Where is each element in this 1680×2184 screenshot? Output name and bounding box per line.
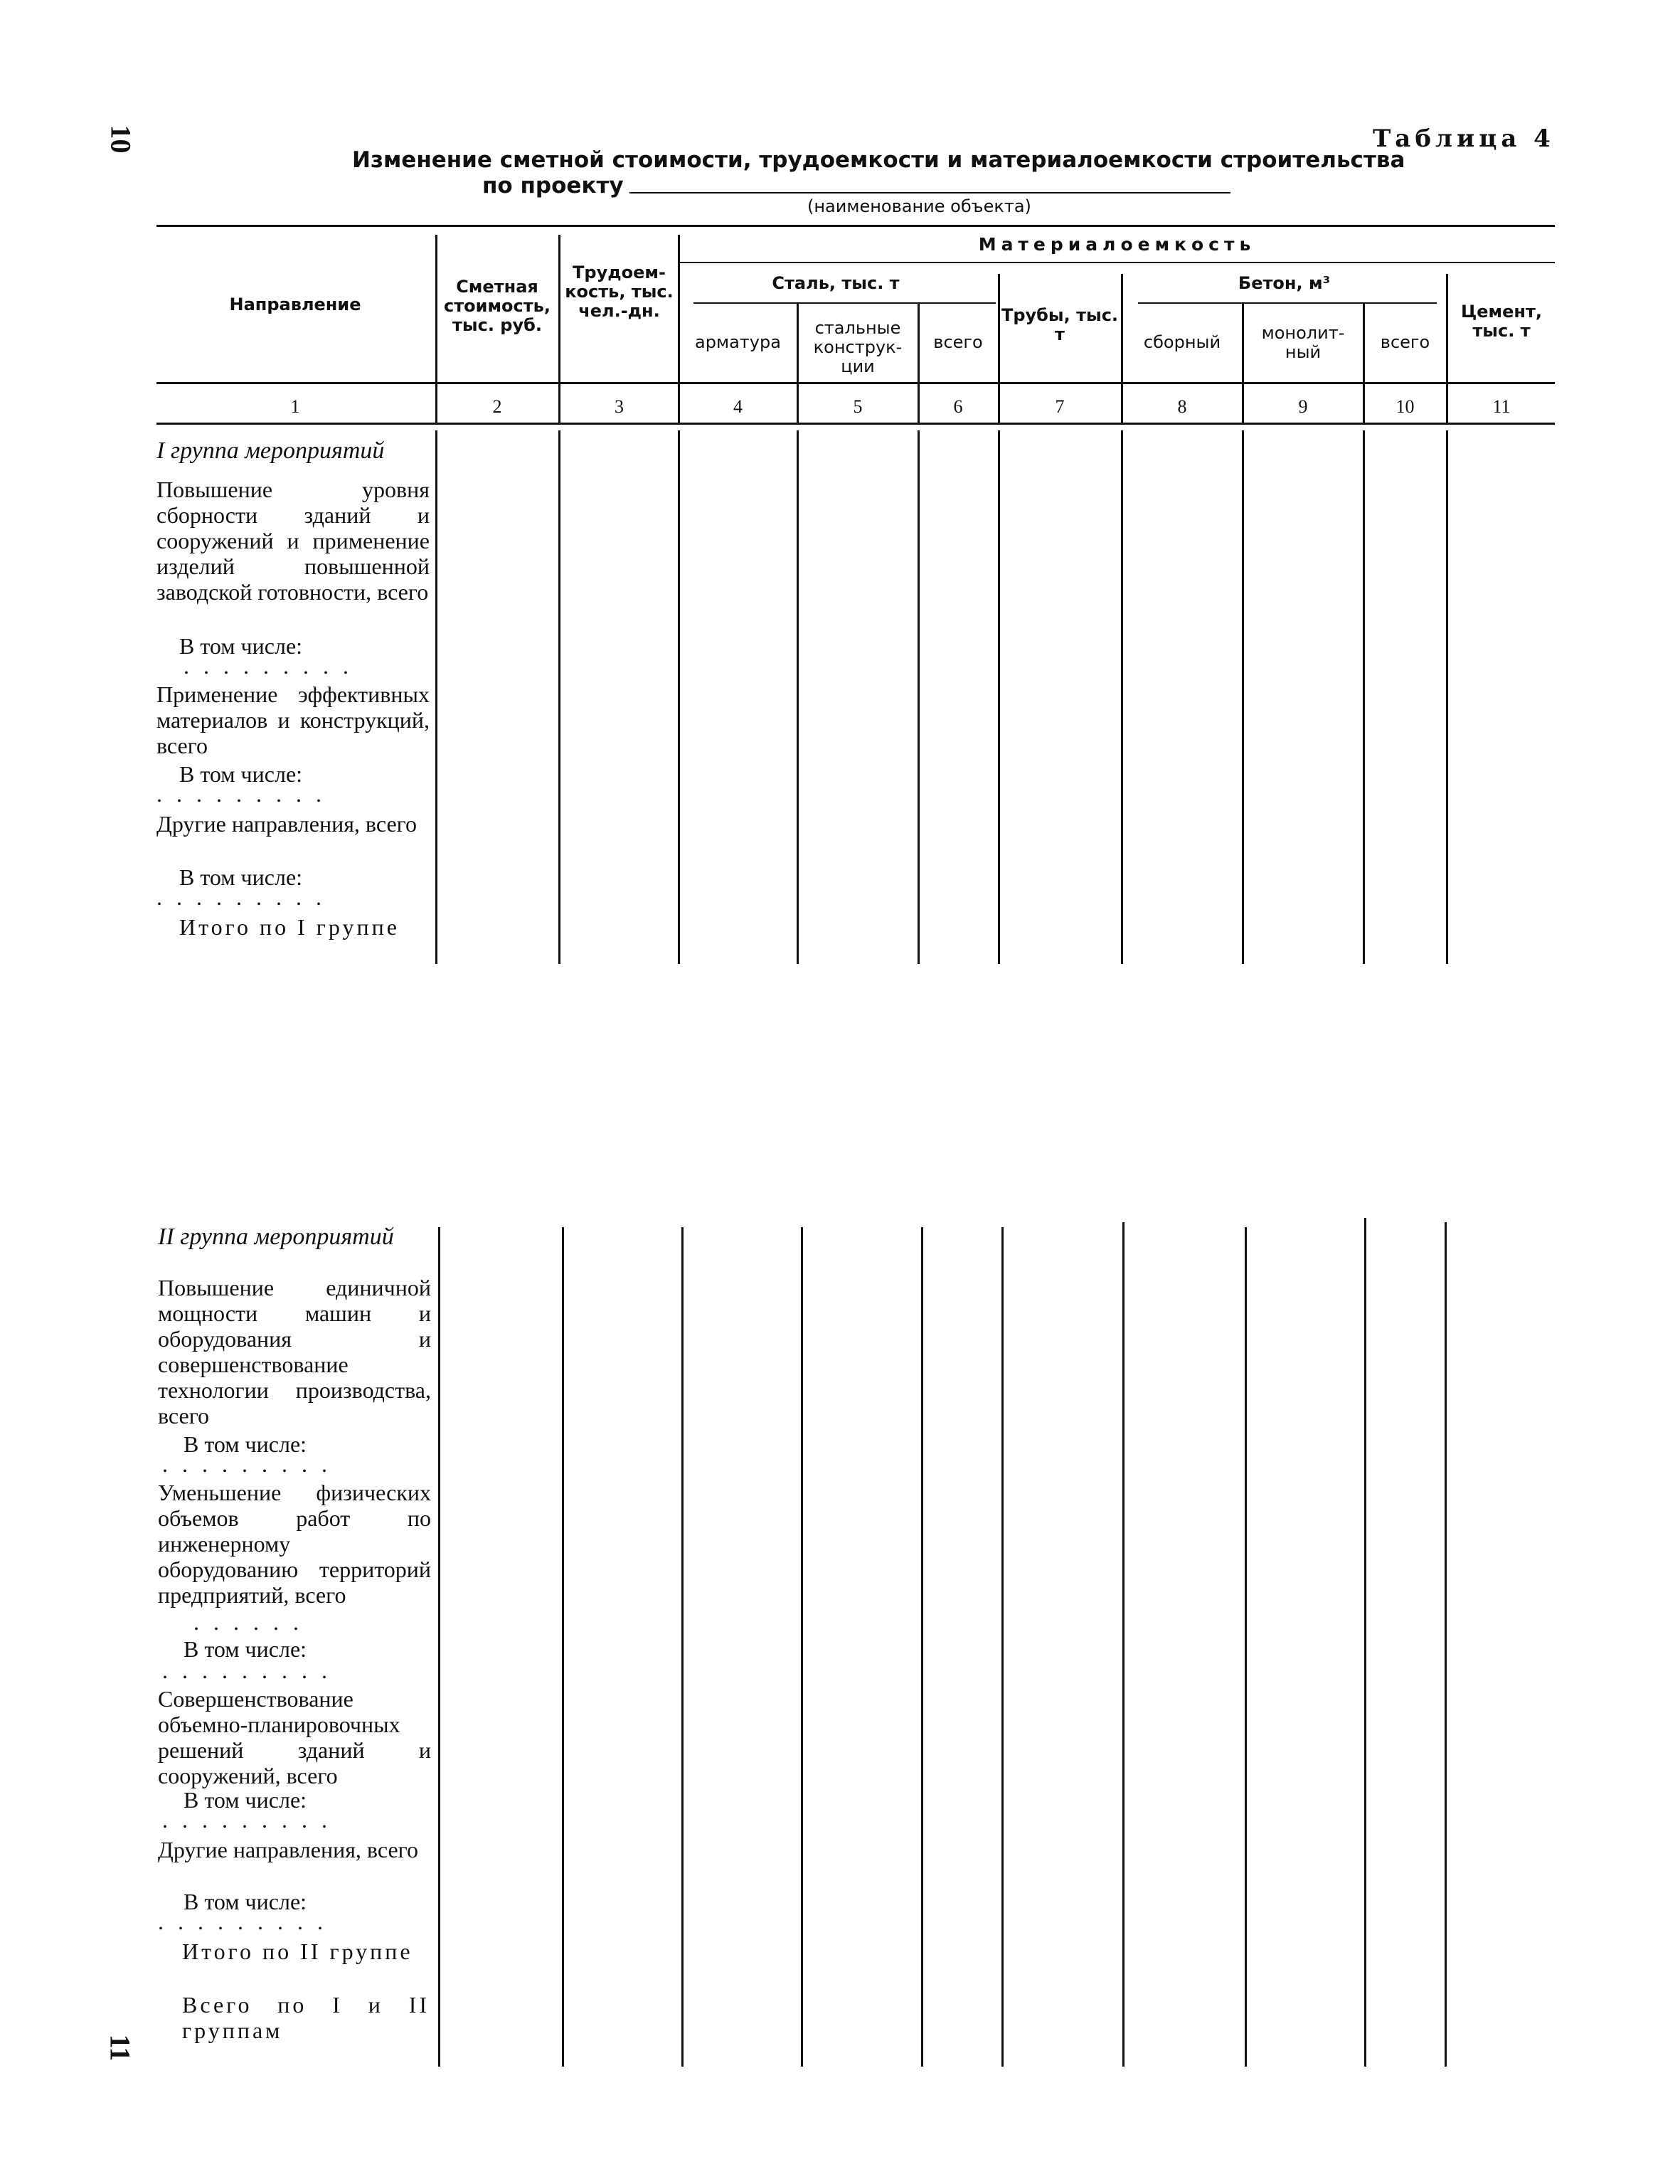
body-col-rule — [1245, 1227, 1247, 2067]
group1-item1: Повышение уровня сборности зданий и сооружений и применение изделий повышенной заводской готовности, всего — [156, 477, 430, 605]
group2-grand-total: Всего по I и II группам — [182, 1992, 430, 2043]
group1-dots1: ......... — [184, 653, 363, 679]
steel-rule — [693, 302, 996, 304]
object-name-line — [629, 192, 1230, 194]
group2-dots2a: ...... — [193, 1609, 313, 1635]
body-col-rule — [801, 1227, 803, 2067]
group2-dots3: ......... — [162, 1807, 341, 1833]
body-col-rule — [998, 430, 1000, 964]
table-label: Таблица 4 — [1373, 124, 1555, 153]
group2-item3: Совершенствование объемно-планировочных решений зданий и сооружений, всего — [158, 1686, 431, 1788]
group2-dots4: ......... — [158, 1909, 337, 1934]
group2-item1: Повышение единичной мощности машин и оборудования и совершенствование технологии производства, всего — [158, 1275, 431, 1428]
body-col-rule — [1446, 430, 1448, 964]
body-col-rule — [918, 430, 920, 964]
header-concrete: Бетон, м³ — [1238, 273, 1331, 293]
header-steel: Сталь, тыс. т — [772, 273, 900, 293]
header-steel-rebar: арматура — [695, 332, 781, 352]
header-concrete-total: всего — [1380, 332, 1430, 352]
body-col-rule — [1364, 1218, 1366, 2067]
body-col-rule — [681, 1227, 684, 2067]
header-labor: Трудоем- кость, тыс. чел.-дн. — [565, 263, 674, 321]
body-col-rule — [678, 430, 680, 964]
header-top-rule — [156, 225, 1555, 227]
group2-title: II группа мероприятий — [158, 1224, 394, 1250]
header-steel-total: всего — [933, 332, 983, 352]
group2-incl3: В том числе: — [184, 1787, 307, 1813]
page-number-top: 10 — [105, 124, 137, 154]
header-pipes: Трубы, тыс. т — [1001, 305, 1119, 344]
group1-title: I группа мероприятий — [156, 438, 385, 464]
header-concrete-monolithic: монолит- ный — [1261, 323, 1345, 362]
body-col-rule — [921, 1227, 923, 2067]
header-col-rule — [435, 235, 437, 423]
body-col-rule — [1001, 1227, 1004, 2067]
body-col-rule — [797, 430, 799, 964]
materials-rule — [679, 262, 1555, 263]
body-col-rule — [438, 1227, 440, 2067]
table-title: Изменение сметной стоимости, трудоемкости и материалоемкости строительства — [352, 147, 1405, 173]
header-col-rule — [918, 302, 920, 423]
group2-dots1: ......... — [162, 1451, 341, 1477]
col-number-7: 7 — [1055, 396, 1065, 417]
col-number-2: 2 — [492, 396, 502, 417]
group2-item2: Уменьшение физических объемов работ по инженерному оборудованию территорий предприятий, всего — [158, 1480, 431, 1608]
body-col-rule — [435, 430, 437, 964]
header-col-rule — [797, 302, 799, 423]
header-direction: Направление — [229, 295, 361, 314]
header-col-rule — [1446, 274, 1448, 423]
body-col-rule — [1363, 430, 1365, 964]
header-col-rule — [1363, 302, 1365, 423]
header-cost: Сметная стоимость, тыс. руб. — [444, 277, 551, 335]
header-materials: Материалоемкость — [978, 234, 1256, 255]
header-col-rule — [558, 235, 560, 423]
body-col-rule — [1445, 1222, 1447, 2067]
group1-incl1: В том числе: — [179, 633, 303, 659]
group1-total: Итого по I группе — [179, 914, 400, 940]
header-col-rule — [1121, 274, 1123, 423]
numbers-rule — [156, 423, 1555, 425]
header-col-rule — [678, 235, 680, 423]
group2-incl4: В том числе: — [184, 1889, 307, 1914]
group2-incl2: В том числе: — [184, 1636, 307, 1662]
header-steel-structures: стальные конструк- ции — [813, 318, 903, 376]
page-number-bottom: 11 — [104, 2034, 137, 2062]
body-col-rule — [562, 1227, 564, 2067]
group1-item3: Другие направления, всего — [156, 811, 417, 837]
object-caption: (наименование объекта) — [807, 196, 1031, 216]
group2-dots2: ......... — [162, 1658, 341, 1683]
group1-dots3: ......... — [156, 884, 336, 910]
table-title-project: по проекту — [482, 173, 624, 198]
col-number-4: 4 — [733, 396, 743, 417]
body-col-rule — [1242, 430, 1244, 964]
concrete-rule — [1138, 302, 1437, 304]
group1-dots2: ......... — [156, 781, 336, 807]
col-number-8: 8 — [1177, 396, 1187, 417]
group1-incl3: В том числе: — [179, 864, 303, 890]
col-number-10: 10 — [1395, 396, 1415, 417]
header-bottom-rule — [156, 382, 1555, 384]
col-number-9: 9 — [1298, 396, 1308, 417]
body-col-rule — [1122, 1222, 1125, 2067]
group2-total: Итого по II группе — [182, 1939, 413, 1964]
header-col-rule — [1242, 302, 1244, 423]
header-concrete-prefab: сборный — [1143, 332, 1221, 352]
group2-item4: Другие направления, всего — [158, 1837, 418, 1862]
col-number-3: 3 — [615, 396, 624, 417]
group1-incl2: В том числе: — [179, 761, 303, 787]
col-number-5: 5 — [853, 396, 863, 417]
body-col-rule — [1121, 430, 1123, 964]
col-number-6: 6 — [953, 396, 963, 417]
col-number-1: 1 — [290, 396, 300, 417]
body-col-rule — [558, 430, 560, 964]
header-col-rule — [998, 274, 1000, 423]
col-number-11: 11 — [1492, 396, 1511, 417]
group1-item2: Применение эффективных материалов и конструкций, всего — [156, 682, 430, 758]
header-cement: Цемент, тыс. т — [1460, 302, 1543, 341]
group2-incl1: В том числе: — [184, 1431, 307, 1457]
